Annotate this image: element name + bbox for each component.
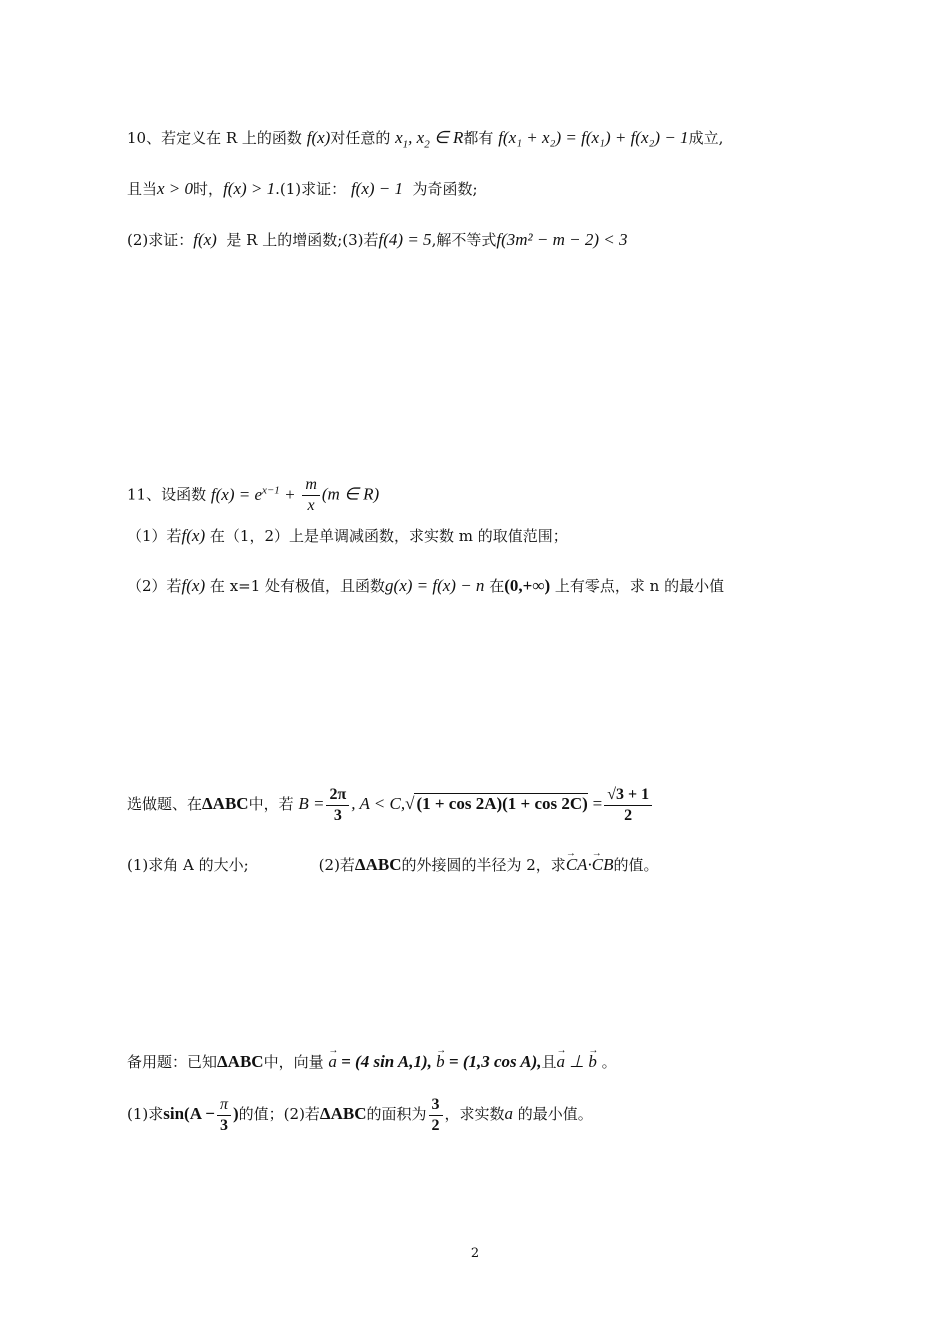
opt-condition: , A < C,	[351, 794, 406, 813]
q10-given: f(4) = 5	[378, 230, 432, 249]
q11-part-2	[127, 574, 724, 598]
bak-vectors: → a = (4 sin A,1), → b = (1,3 cos A),	[328, 1052, 541, 1071]
bak-text: 。	[601, 1053, 617, 1071]
opt-text: 的值。	[613, 856, 659, 874]
opt-result-fraction: $\frac{√3 + 1}{2}$	[604, 785, 652, 826]
q11-number: 11、	[127, 485, 162, 504]
bak-line-2	[127, 1090, 593, 1138]
opt-line-1	[127, 778, 654, 830]
opt-line-2	[127, 853, 659, 877]
q11-interval: (0,+∞)	[504, 576, 551, 595]
q10-text: .(1)求证：	[275, 180, 347, 198]
q10-line-3	[127, 228, 627, 252]
opt-sqrt: √ (1 + cos 2A)(1 + cos 2C)	[405, 794, 588, 813]
opt-triangle: ΔABC	[202, 794, 249, 813]
page-number: 2	[470, 1246, 480, 1261]
q11-fraction: $\frac{m}{x}$	[302, 475, 320, 516]
q10-text: (2)求证：	[127, 231, 194, 249]
bak-text: 中，向量	[263, 1053, 324, 1071]
q10-text: ,解不等式	[431, 231, 497, 249]
bak-triangle: ΔABC	[217, 1052, 264, 1071]
q10-text: 对任意的	[330, 129, 391, 147]
opt-equals: =	[592, 794, 603, 813]
q11-text: 在（1，2）上是单调减函数，求实数 m 的取值范围；	[209, 527, 568, 545]
q10-inequality: f(x) > 1	[223, 179, 276, 198]
q10-condition: x > 0	[157, 179, 194, 198]
q11-text: 在	[489, 577, 505, 595]
bak-area-fraction: $\frac{3}{2}$	[429, 1095, 443, 1136]
q11-func: $f(x) = e^{x-1}$ +	[210, 484, 296, 504]
opt-text: (2)若	[318, 856, 355, 874]
q11-text: （2）若	[127, 577, 182, 595]
q10-text: 时，	[193, 180, 224, 198]
q10-line-1	[127, 126, 723, 156]
bak-text: (1)求	[127, 1105, 164, 1123]
bak-pi-fraction: $\frac{\pi}{3}$	[217, 1095, 231, 1136]
q11-domain: (m ∈ R)	[321, 484, 380, 504]
q10-func: f(x)	[193, 230, 217, 249]
bak-text: 的最小值。	[517, 1105, 593, 1123]
opt-text: 的外接圆的半径为 2，求	[401, 856, 566, 874]
bak-line-1	[127, 1050, 617, 1074]
bak-text: 的面积为	[366, 1105, 427, 1123]
q10-number: 10、	[127, 129, 162, 147]
q10-odd-expr: f(x) − 1	[350, 179, 403, 198]
bak-text: 备用题：已知	[127, 1053, 218, 1071]
opt-b-fraction: $\frac{2\pi}{3}$	[326, 785, 349, 826]
q11-g-func: g(x) = f(x) − n	[385, 576, 485, 595]
bak-perp: → a ⊥ → b	[557, 1052, 597, 1071]
bak-variable: a	[504, 1104, 514, 1123]
q10-text: 都有	[463, 129, 494, 147]
opt-part-1: (1)求角 A 的大小;	[127, 856, 249, 874]
q10-text: 是 R 上的增函数;(3)若	[226, 231, 379, 249]
bak-text: ，求实数	[444, 1105, 505, 1123]
q11-func: f(x)	[181, 576, 206, 595]
q11-part-1	[127, 524, 568, 548]
q11-text: 上有零点，求 n 的最小值	[554, 577, 725, 595]
q10-line-2	[127, 177, 478, 201]
bak-text: 且	[541, 1053, 557, 1071]
opt-b-eq: B =	[298, 794, 325, 813]
bak-sin: sin(A −	[163, 1104, 215, 1123]
q11-line-1	[127, 466, 379, 514]
q10-equation: f(x₁ + x₂) = f(x₁) + f(x₂) − 1	[498, 128, 689, 147]
bak-triangle: ΔABC	[319, 1104, 367, 1123]
opt-dot-product: → CA·→ CB	[566, 855, 614, 874]
q11-text: 在 x=1 处有极值，且函数	[209, 577, 386, 595]
opt-triangle: ΔABC	[354, 855, 402, 874]
q10-func: f(x)	[306, 128, 331, 147]
q10-text: 且当	[127, 180, 158, 198]
q10-vars: $x_1$, $x_2$ ∈ R	[395, 128, 464, 151]
q10-text: 成立,	[688, 129, 724, 147]
q11-func: f(x)	[181, 526, 206, 545]
q10-target: f(3m² − m − 2) < 3	[496, 230, 628, 249]
q11-text: （1）若	[127, 527, 182, 545]
opt-text: 选做题、在	[127, 795, 203, 813]
q10-text: 若定义在 R 上的函数	[161, 129, 302, 147]
q11-text: 设函数	[161, 485, 207, 504]
opt-text: 中，若	[248, 795, 294, 813]
q10-text: 为奇函数;	[412, 180, 478, 198]
bak-paren: )	[233, 1104, 239, 1123]
bak-text: 的值；(2)若	[238, 1105, 320, 1123]
